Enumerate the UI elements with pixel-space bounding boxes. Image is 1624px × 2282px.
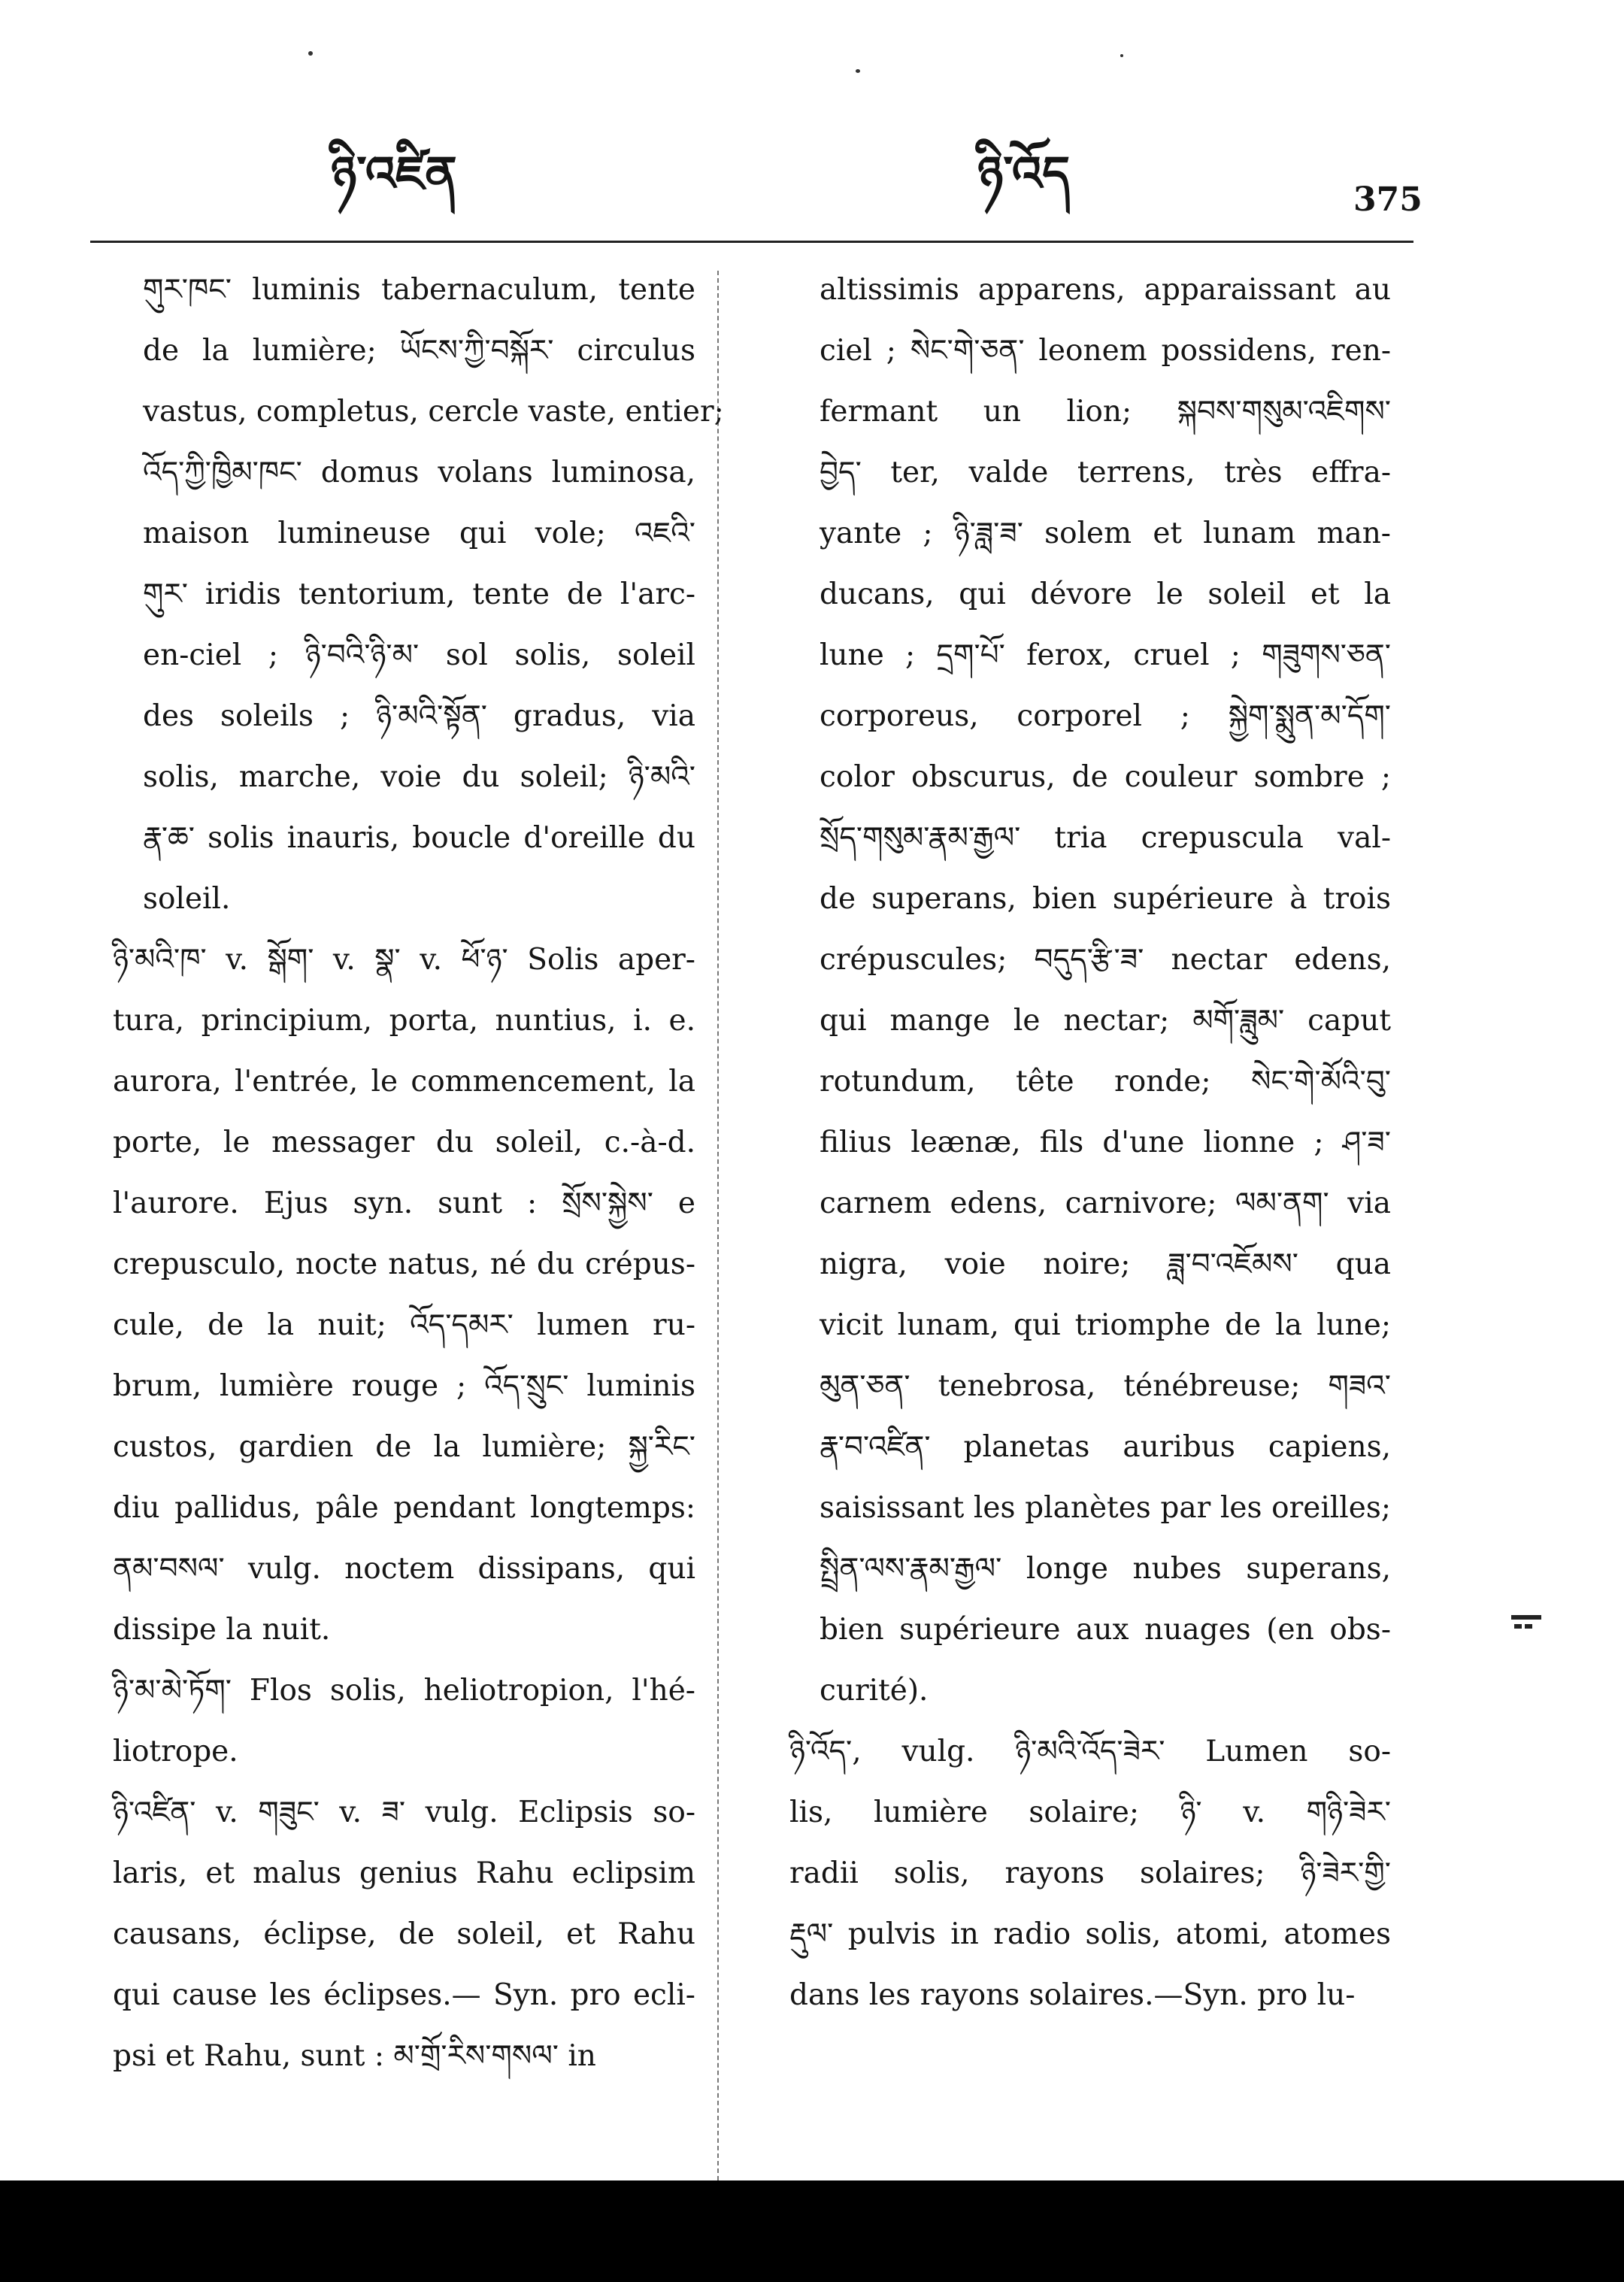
dictionary-entry	[789, 259, 1391, 1721]
entry-line: liotrope.	[113, 1735, 238, 1768]
entry-line: crépuscules; བདུད་རྩི་ཟ་ nectar edens,	[820, 943, 1391, 977]
entry-line: yante ; ཉི་ཟླ་ཟ་ solem et lunam man-	[820, 517, 1391, 550]
entry-line: གུར་ iridis tentorium, tente de l'arc-	[143, 577, 695, 611]
entry-line: ducans, qui dévore le soleil et la	[820, 577, 1391, 611]
entry-line: སྤྲིན་ལས་རྣམ་རྒྱལ་ longe nubes superans,	[820, 1552, 1391, 1586]
entry-line: en-ciel ; ཉི་བའི་ཉི་མ་ sol solis, soleil	[143, 638, 695, 672]
entry-line: ཉི་འཛིན་ v. གཟུང་ v. ཟ་ vulg. Eclipsis so-	[113, 1796, 695, 1829]
entry-line: tura, principium, porta, nuntius, i. e.	[113, 1004, 695, 1038]
print-speck	[856, 69, 860, 73]
print-speck	[308, 51, 313, 56]
entry-line: ཉི་འོད་, vulg. ཉི་མའི་འོད་ཟེར་ Lumen so-	[789, 1735, 1391, 1768]
dictionary-entry	[113, 1782, 695, 2087]
dictionary-entry	[113, 1660, 695, 1782]
entry-line: soleil.	[143, 882, 231, 916]
entry-line: maison lumineuse qui vole; འཇའི་	[143, 517, 695, 550]
header-rule	[90, 241, 1413, 243]
entry-line: vicit lunam, qui triomphe de la lune;	[820, 1308, 1391, 1342]
dictionary-entry	[113, 929, 695, 1660]
entry-line: སྲོད་གསུམ་རྣམ་རྒྱལ་ tria crepuscula val-	[820, 821, 1391, 855]
entry-line: aurora, l'entrée, le commencement, la	[113, 1065, 695, 1099]
entry-line: solis, marche, voie du soleil; ཉི་མའི་	[143, 760, 695, 794]
dictionary-entry	[789, 1721, 1391, 2026]
entry-line: lune ; དྲག་པོ་ ferox, cruel ; གཟུགས་ཅན་	[820, 638, 1391, 672]
entry-line: lis, lumière solaire; ཉི་ v. གཉི་ཟེར་	[789, 1796, 1391, 1829]
entry-line: རྡུལ་ pulvis in radio solis, atomi, atomes	[789, 1917, 1391, 1951]
dictionary-entry	[113, 259, 724, 929]
entry-line: carnem edens, carnivore; ལམ་ནག་ via	[820, 1186, 1391, 1220]
entry-line: porte, le messager du soleil, c.-à-d.	[113, 1126, 695, 1159]
entry-line: l'aurore. Ejus syn. sunt : སྲོས་སྐྱེས་ e	[113, 1186, 695, 1220]
entry-line: vastus, completus, cercle vaste, entier;	[143, 395, 724, 429]
margin-mark	[1511, 1615, 1541, 1633]
entry-line: dans les rayons solaires.—Syn. pro lu-	[789, 1978, 1356, 2012]
entry-line: corporeus, corporel ; སྐྱེག་སྨུན་མ་དོག་	[820, 699, 1391, 733]
entry-line: dissipe la nuit.	[113, 1613, 331, 1647]
entry-line: bien supérieure aux nuages (en obs-	[820, 1613, 1391, 1647]
entry-line: laris, et malus genius Rahu eclipsim	[113, 1856, 695, 1890]
entry-line: psi et Rahu, sunt : མ་གྲོ་རིས་གསལ་ in	[113, 2039, 596, 2073]
entry-line: saisissant les planètes par les oreilles;	[820, 1491, 1391, 1525]
entry-line: qui cause les éclipses.— Syn. pro ecli-	[113, 1978, 695, 2012]
entry-line: color obscurus, de couleur sombre ;	[820, 760, 1391, 794]
entry-line: ciel ; སེང་གེ་ཅན་ leonem possidens, ren-	[820, 334, 1391, 368]
entry-line: des soleils ; ཉི་མའི་སྟོན་ gradus, via	[143, 699, 695, 733]
entry-line: de superans, bien supérieure à trois	[820, 882, 1391, 916]
entry-line: cule, de la nuit; འོད་དམར་ lumen ru-	[113, 1308, 695, 1342]
entry-line: filius leænæ, fils d'une lionne ; ཤ་ཟ་	[820, 1126, 1391, 1159]
entry-line: radii solis, rayons solaires; ཉི་ཟེར་གྱི་	[789, 1856, 1391, 1890]
entry-line: རྣ་བ་འཛིན་ planetas auribus capiens,	[820, 1430, 1391, 1464]
left-column	[113, 259, 724, 2087]
entry-line: བྱེད་ ter, valde terrens, très effra-	[820, 456, 1391, 489]
page-number: 375	[1353, 180, 1423, 219]
entry-line: གུར་ཁང་ luminis tabernaculum, tente	[143, 273, 695, 307]
right-column	[789, 259, 1391, 2026]
entry-line: མུན་ཅན་ tenebrosa, ténébreuse; གཟའ་	[820, 1369, 1391, 1403]
entry-line: causans, éclipse, de soleil, et Rahu	[113, 1917, 695, 1951]
entry-line: རྣ་ཆ་ solis inauris, boucle d'oreille du	[143, 821, 695, 855]
entry-line: de la lumière; ཡོངས་ཀྱི་བསྐོར་ circulus	[143, 334, 695, 368]
entry-line: nigra, voie noire; ཟླ་བ་འཇོམས་ qua	[820, 1247, 1391, 1281]
entry-line: qui mange le nectar; མགོ་ཟླུམ་ caput	[820, 1004, 1391, 1038]
column-divider	[717, 271, 719, 2180]
entry-line: fermant un lion; སྐབས་གསུམ་འཇིགས་	[820, 395, 1391, 429]
running-head-right: ཉི་འོད	[977, 147, 1071, 202]
entry-line: brum, lumière rouge ; འོད་སྲུང་ luminis	[113, 1369, 695, 1403]
entry-line: curité).	[820, 1674, 929, 1708]
entry-line: diu pallidus, pâle pendant longtemps:	[113, 1491, 695, 1525]
entry-line: ཉི་མའི་ཁ་ v. སྒོག་ v. སྣ་ v. ཕོ་ཉ་ Solis aper-	[113, 943, 695, 977]
entry-line: འོད་ཀྱི་ཁྱིམ་ཁང་ domus volans luminosa,	[143, 456, 695, 489]
entry-line: crepusculo, nocte natus, né du crépus-	[113, 1247, 695, 1281]
entry-line: rotundum, tête ronde; སེང་གེ་མོའི་བུ་	[820, 1065, 1391, 1099]
running-head-left: ཉི་འཛིན	[331, 147, 457, 202]
entry-line: altissimis apparens, apparaissant au	[820, 273, 1391, 307]
entry-line: custos, gardien de la lumière; སྐྱ་རིང་	[113, 1430, 695, 1464]
scan-bottom-band	[0, 2180, 1624, 2282]
print-speck	[1120, 54, 1123, 57]
entry-line: ནམ་བསལ་ vulg. noctem dissipans, qui	[113, 1552, 695, 1586]
entry-line: ཉི་མ་མེ་ཏོག་ Flos solis, heliotropion, l'hé-	[113, 1674, 695, 1708]
